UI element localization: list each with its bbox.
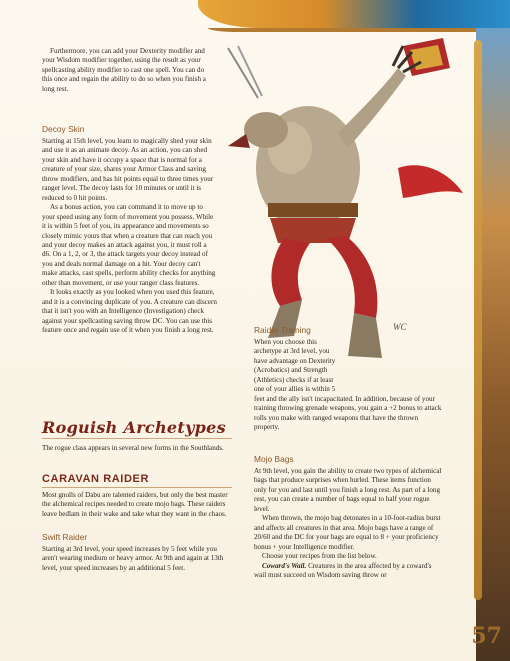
raider-training-line-2: archetype at 3rd level, you (254, 347, 330, 356)
swift-raider-body (42, 545, 232, 573)
swift-raider-heading: Swift Raider (42, 532, 88, 542)
top-banner-decoration (198, 0, 510, 28)
decoy-skin-heading: Decoy Skin (42, 124, 85, 134)
decoy-skin-p1: Starting at 15th level, you learn to magically shed your skin and use it as an animate decoy. As an action, you can shed your skin and have it occupy a space that is normal for a creature of your size, shares your Armor Class and saving throw modifiers, and has hit points equal to three times your ranger level. The decoy lasts for 10 minutes or until it is reduced to 0 hit points. (42, 137, 214, 202)
caravan-raider-heading: CARAVAN RAIDER (42, 473, 149, 485)
roguish-archetypes-heading: Roguish Archetypes (42, 418, 226, 437)
raider-training-wide (254, 395, 442, 433)
mojo-bags-p1: At 9th level, you gain the ability to create two types of alchemical bags that produce surprises when hurled. These items function only for you and last until you finish a long rest. As part of a long rest, you can create a number of bags equal to half your rogue level. (254, 467, 442, 513)
page-number: 57 (471, 623, 502, 649)
raider-training-heading: Raider Training (254, 325, 311, 335)
raider-training-line-4: (Acrobatics) and Strength (254, 366, 328, 375)
gnoll-raider-illustration (198, 38, 480, 368)
swift-raider-text: Starting at 3rd level, your speed increases by 5 feet while you aren't wearing medium or heavy armor. At 9th and again at 13th level, your speed increases by an additional 5 feet. (42, 545, 224, 572)
mojo-bags-body (254, 467, 442, 580)
decoy-skin-p3: It looks exactly as you looked when you used this feature, and it is a convincing duplicate of you. A creature can discern that it isn't you with an Intelligence (Investigation) check against your spellcasting saving throw DC. You can use this feature once and regain use of it when you finish a long rest. (42, 288, 217, 335)
caravan-body (42, 491, 232, 519)
raider-training-line-1: When you choose this (254, 338, 317, 346)
raider-training-narrow (254, 338, 374, 395)
raider-training-line-6: one of your allies is within 5 (254, 385, 336, 394)
intro-paragraph (42, 47, 212, 94)
mojo-bags-p4 (254, 562, 442, 581)
raider-training-line-3: have advantage on Dexterity (254, 356, 336, 365)
mojo-bags-heading: Mojo Bags (254, 454, 294, 464)
decoy-skin-body (42, 137, 217, 336)
roguish-heading-rule (42, 438, 232, 439)
caravan-text: Most gnolls of Dabu are talented raiders, but only the best master the alchemical recipes needed to create mojo bags. These raiders leave bedlam in their wake and take what they want in the chaos. (42, 491, 228, 518)
raider-training-rest: feet and the ally isn't incapacitated. In addition, because of your training throwing grenade weapons, you gain a +2 bonus to attack rolls you make with ranged weapons that have the thrown property. (254, 395, 442, 432)
intro-text: Furthermore, you can add your Dexterity modifier and your Wisdom modifier together, using the result as your spellcasting ability modifier to cast one spell. You can do this once and regain the ability to do so when you finish a long rest. (42, 47, 206, 93)
roguish-intro (42, 444, 232, 453)
decoy-skin-p2: As a bonus action, you can command it to move up to your speed using any form of movement you possess. While it is within 5 feet of you, its appearance and movements so closely mimic yours that when a creature that can reach you and your decoy makes an attack against you, it must roll a d6. On a 1, 2, or 3, the attack targets your decoy instead of you and deals normal damage on a hit. Your decoy can't make attacks, cast spells, perform ability checks for anything other than movement, or use your ranger class features. (42, 203, 216, 287)
roguish-intro-text: The rogue class appears in several new forms in the Southlands. (42, 444, 224, 452)
mojo-bags-p2: When thrown, the mojo bag detonates in a 10-foot-radius burst and affects all creatures in that area. Mojo bags have a range of 20/60 and the DC for your bags are equal to 8 + your proficiency bonus + your Intelligence modifier. (254, 514, 441, 551)
cowards-wail-text: Creatures in the area affected by a coward's wail must succeed on Wisdom saving throw or (254, 561, 432, 579)
mojo-bags-p3: Choose your recipes from the list below. (262, 552, 377, 561)
artist-signature: WC (393, 322, 407, 332)
caravan-heading-rule (42, 487, 232, 488)
cowards-wail-label: Coward's Wail. (262, 561, 307, 570)
raider-training-line-5: (Athletics) checks if at least (254, 375, 334, 384)
